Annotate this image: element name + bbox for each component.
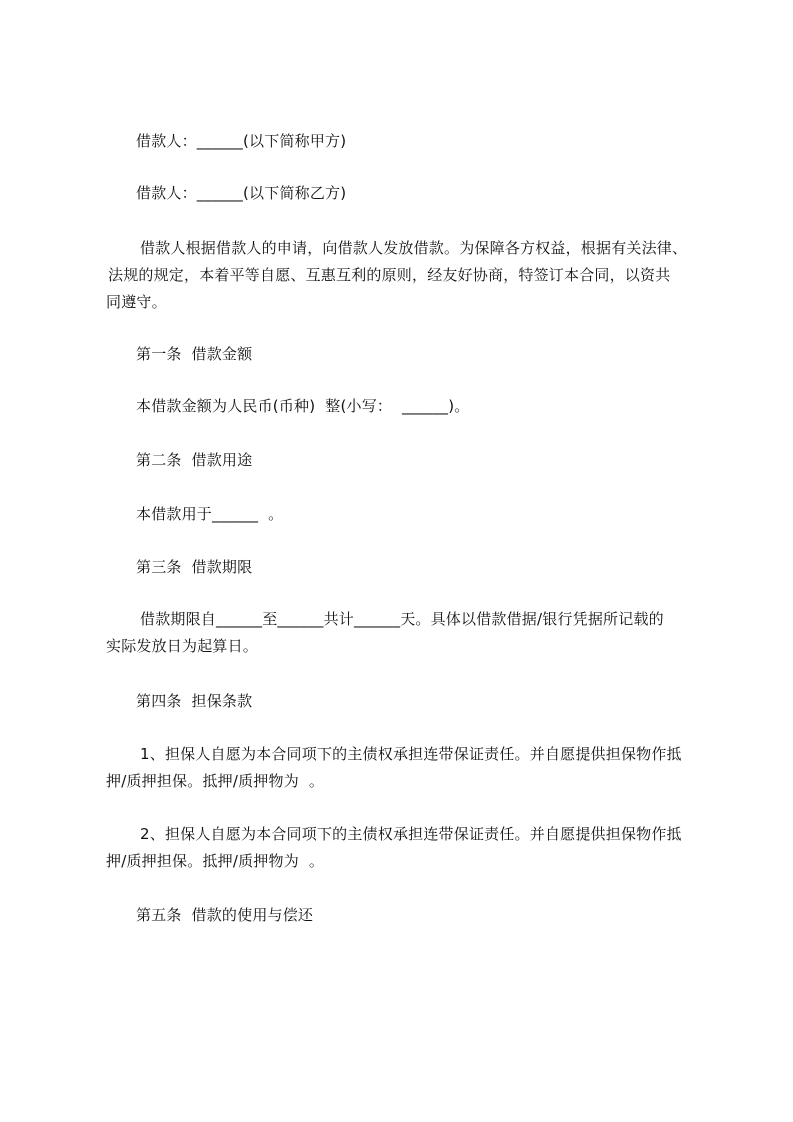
article-4-item-2-line-2: 押/质押担保。抵押/质押物为 。 — [106, 852, 325, 870]
preamble-paragraph — [106, 235, 687, 316]
article-1-title: 第一条 借款金额 — [136, 345, 253, 363]
article-3-title: 第三条 借款期限 — [136, 558, 253, 576]
article-4-item-2-line-1: 2、担保人自愿为本合同项下的主债权承担连带保证责任。并自愿提供担保物作抵 — [140, 825, 682, 843]
article-3-body-line-1: 借款期限自______至______共计______天。具体以借款借据/银行凭据所记载的 — [140, 610, 664, 628]
article-2-title: 第二条 借款用途 — [136, 451, 253, 469]
article-5-title: 第五条 借款的使用与偿还 — [136, 906, 314, 924]
article-4-item-1 — [106, 741, 682, 795]
party-a-line: 借款人：______(以下简称甲方) — [136, 132, 347, 150]
preamble-line-2: 法规的规定，本着平等自愿、互惠互利的原则，经友好协商，特签订本合同，以资共 — [108, 266, 671, 284]
article-4-title: 第四条 担保条款 — [136, 692, 253, 710]
article-3-body — [106, 606, 664, 660]
party-b-line: 借款人：______(以下简称乙方) — [136, 184, 347, 202]
article-4-item-1-line-1: 1、担保人自愿为本合同项下的主债权承担连带保证责任。并自愿提供担保物作抵 — [140, 745, 682, 763]
preamble-line-1: 借款人根据借款人的申请，向借款人发放借款。为保障各方权益，根据有关法律、 — [140, 239, 688, 257]
article-2-body: 本借款用于______ 。 — [136, 505, 284, 523]
article-1-body: 本借款金额为人民币(币种) 整(小写： ______)。 — [136, 397, 470, 415]
article-4-item-1-line-2: 押/质押担保。抵押/质押物为 。 — [106, 772, 325, 790]
article-4-item-2 — [106, 821, 682, 875]
preamble-line-3: 同遵守。 — [106, 293, 167, 311]
article-3-body-line-2: 实际发放日为起算日。 — [106, 637, 259, 655]
